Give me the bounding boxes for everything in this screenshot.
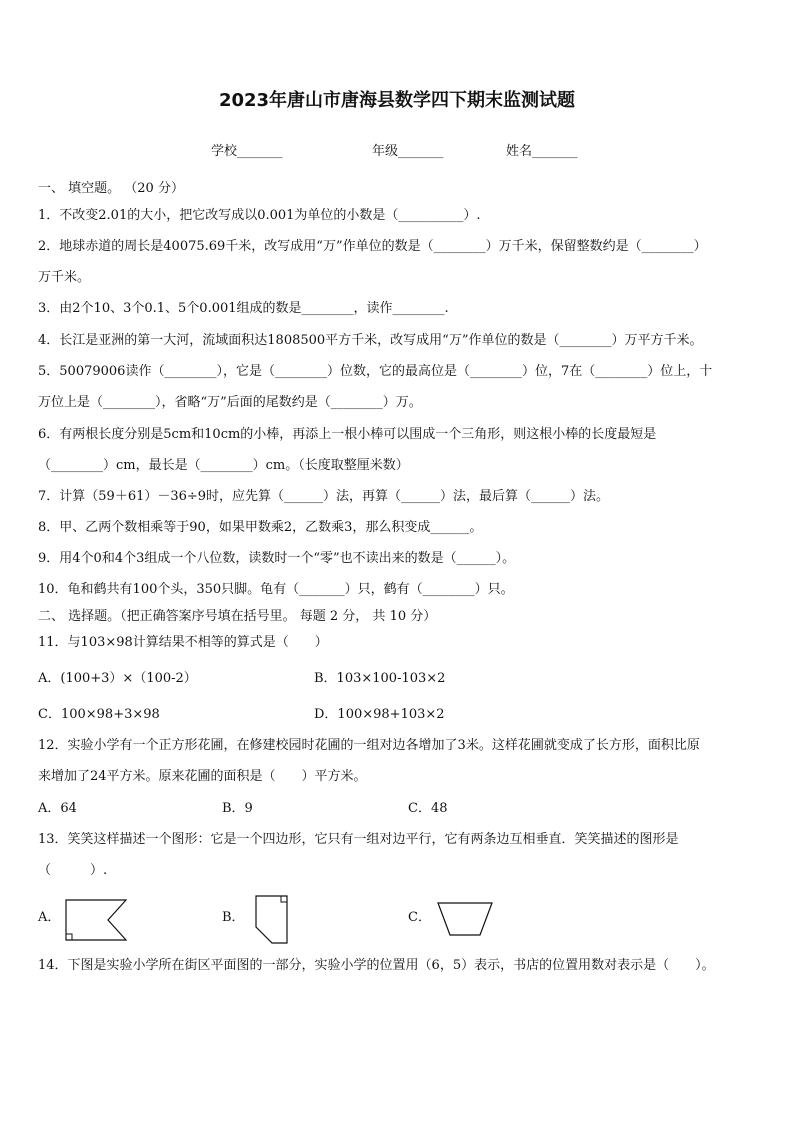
q12-option-c: C．48 <box>408 801 448 816</box>
q11-option-c: C．100×98+3×98 <box>38 707 160 722</box>
q13-figure-a <box>64 898 130 944</box>
q13-figure-b <box>252 893 292 947</box>
question-1: 1．不改变2.01的大小，把它改写成以0.001为单位的小数是（__________）. <box>38 208 481 223</box>
q12-option-a: A．64 <box>38 801 77 816</box>
question-6-line1: 6．有两根长度分别是5cm和10cm的小棒，再添上一根小棒可以围成一个三角形，则这根小棒的长度最短是 <box>38 427 657 442</box>
question-3: 3．由2个10、3个0.1、5个0.001组成的数是________，读作________. <box>38 301 449 316</box>
question-12-line1: 12．实验小学有一个正方形花圃，在修建校园时花圃的一组对边各增加了3米。这样花圃就变成了长方形，面积比原 <box>38 738 700 753</box>
section-heading-fill: 一、 填空题。 （20 分） <box>38 181 184 196</box>
question-13-line2: （ ）. <box>38 863 108 878</box>
page-title: 2023年唐山市唐海县数学四下期末监测试题 <box>218 90 576 111</box>
question-10: 10．龟和鹤共有100个头，350只脚。龟有（_______）只，鹤有（________）只。 <box>38 582 514 597</box>
section-heading-choice: 二、 选择题。（把正确答案序号填在括号里。 每题 2 分， 共 10 分） <box>38 609 437 624</box>
question-5-line2: 万位上是（________），省略“万”后面的尾数约是（________）万。 <box>38 395 422 410</box>
q11-option-d: D．100×98+103×2 <box>314 707 445 722</box>
question-2-line1: 2．地球赤道的周长是40075.69千米，改写成用“万”作单位的数是（________）万千米，保留整数约是（________） <box>38 239 707 254</box>
question-11: 11．与103×98计算结果不相等的算式是（ ） <box>38 635 328 650</box>
question-13-line1: 13．笑笑这样描述一个图形：它是一个四边形，它只有一组对边平行，它有两条边互相垂直．笑笑描述的图形是 <box>38 832 679 847</box>
q13-option-c: C． <box>408 910 431 925</box>
school-field: 学校_______ <box>211 144 283 159</box>
q11-option-b: B．103×100-103×2 <box>314 671 446 686</box>
question-8: 8．甲、乙两个数相乘等于90，如果甲数乘2，乙数乘3，那么积变成______。 <box>38 520 483 535</box>
grade-field: 年级_______ <box>372 144 444 159</box>
q13-figure-c <box>436 900 496 940</box>
q12-option-b: B．9 <box>222 801 253 816</box>
question-12-line2: 来增加了24平方米。原来花圃的面积是（ ）平方米。 <box>38 769 367 784</box>
q13-option-b: B． <box>222 910 245 925</box>
q13-option-a: A． <box>38 910 61 925</box>
question-2-line2: 万千米。 <box>38 270 91 285</box>
question-7: 7．计算（59＋61）－36÷9时，应先算（______）法，再算（______）法，最后算（______）法。 <box>38 489 610 504</box>
q11-option-a: A．(100+3）×（100-2） <box>38 671 197 686</box>
question-4: 4．长江是亚洲的第一大河，流域面积达1808500平方千米，改写成用“万”作单位的数是（________）万平方千米。 <box>38 333 703 348</box>
question-6-line2: （________）cm，最长是（________）cm。（长度取整厘米数） <box>38 458 409 473</box>
question-5-line1: 5．50079006读作（________），它是（________）位数，它的最高位是（________）位，7在（________）位上，十 <box>38 364 713 379</box>
question-14: 14．下图是实验小学所在街区平面图的一部分，实验小学的位置用（6，5）表示，书店的位置用数对表示是（ ）。 <box>38 958 715 973</box>
question-9: 9．用4个0和4个3组成一个八位数，读数时一个“零”也不读出来的数是（______）。 <box>38 551 516 566</box>
name-field: 姓名_______ <box>506 144 578 159</box>
